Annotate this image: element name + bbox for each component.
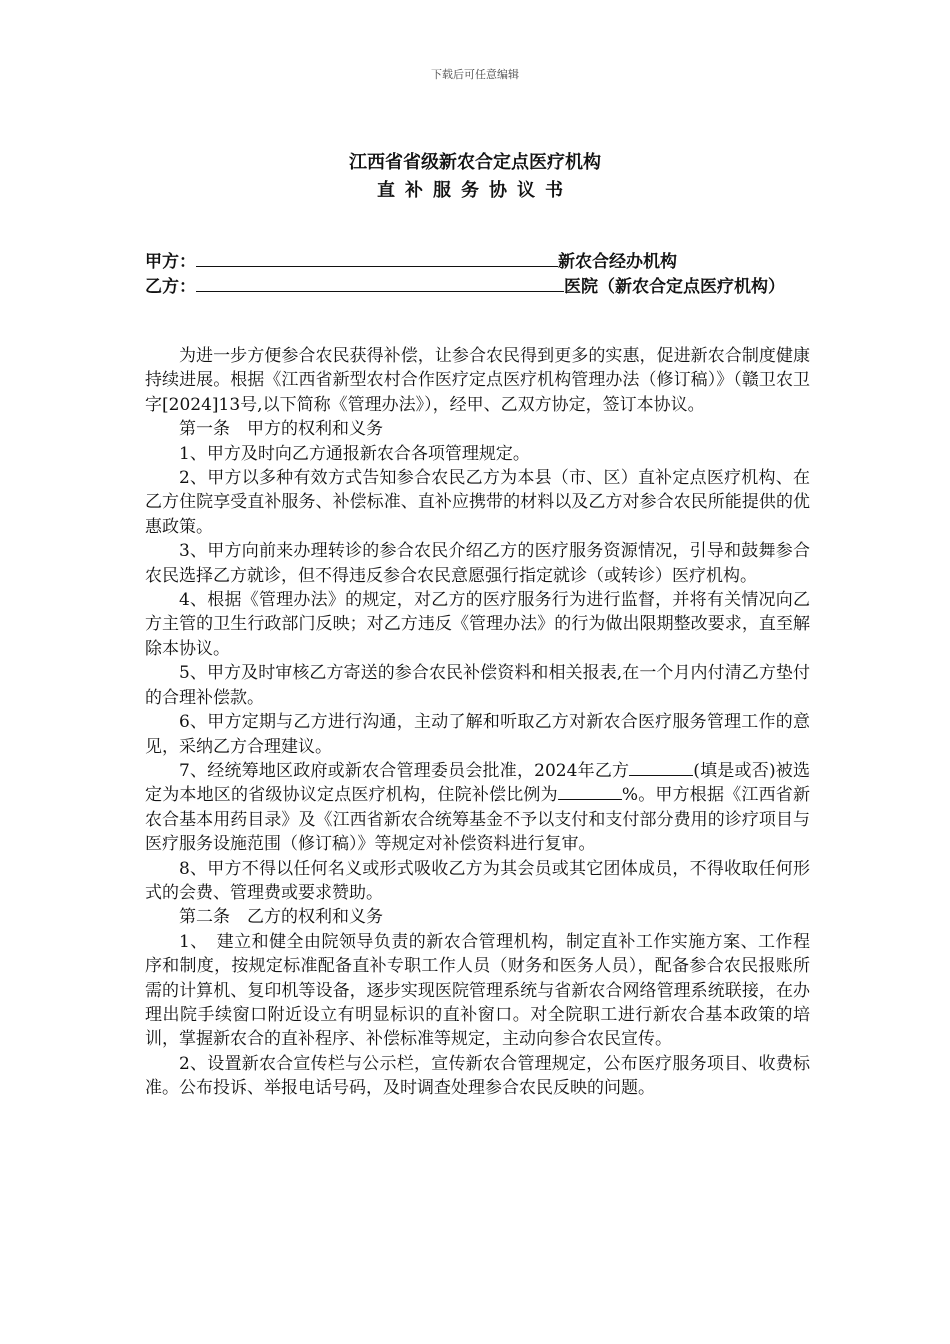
clause-b1: 1、 建立和健全由院领导负责的新农合管理机构，制定直补工作实施方案、工作程序和制度，按规定标准配备直补专职工作人员（财务和医务人员），配备参合农民报账所需的计算机、复印机等设备，逐步实现医院管理系统与省新农合网络管理系统联接，在办理出院手续窗口附近设立有明显标识的直补窗口。对全院职工进行新农合基本政策的培训，掌握新农合的直补程序、补偿标准等规定，主动向参合农民宣传。 [145,931,810,1050]
clause-a6: 6、甲方定期与乙方进行沟通，主动了解和听取乙方对新农合医疗服务管理工作的意见，采纳乙方合理建议。 [145,712,810,757]
clause-a2: 2、甲方以多种有效方式告知参合农民乙方为本县（市、区）直补定点医疗机构、在乙方住院享受直补服务、补偿标准、直补应携带的材料以及乙方对参合农民所能提供的优惠政策。 [145,468,810,537]
document-title: 江西省省级新农合定点医疗机构 [349,152,601,173]
clause-a7-part3: %。甲方根据《江西省新农合基本用药目录》及《江西省新农合统筹基金不予以支付和支付部分费用的诊疗项目与医疗服务设施范围（修订稿）》等规定对补偿资料进行复审。 [145,785,811,855]
party-a-blank [196,250,558,267]
clause-a7-part2: (填是或否)被选定为本地区的省级协议定点医疗机构，住院补偿比例为 [145,760,810,806]
intro-paragraph: 为进一步方便参合农民获得补偿，让参合农民得到更多的实惠，促进新农合制度健康持续进展。根据《江西省新型农村合作医疗定点医疗机构管理办法（修订稿）》（赣卫农卫字[2024]13号,以下简称《管理办法》），经甲、乙双方协定，签订本协议。 [145,346,810,415]
clause-a7 [145,759,810,857]
agreement-body [145,344,810,1101]
clause-a1: 1、甲方及时向乙方通报新农合各项管理规定。 [179,443,530,464]
selected-blank [629,761,693,776]
header-note: 下载后可任意编辑 [431,68,519,81]
ratio-blank [558,785,622,800]
party-b-suffix: 医院（新农合定点医疗机构） [564,277,785,297]
party-b-line [145,275,810,299]
document-subtitle: 直补服务协议书 [377,180,573,201]
article-2-heading: 第二条 乙方的权利和义务 [179,907,383,928]
clause-a4: 4、根据《管理办法》的规定，对乙方的医疗服务行为进行监督，并将有关情况向乙方主管的卫生行政部门反映；对乙方违反《管理办法》的行为做出限期整改要求，直至解除本协议。 [145,590,810,659]
clause-a5: 5、甲方及时审核乙方寄送的参合农民补偿资料和相关报表,在一个月内付清乙方垫付的合理补偿款。 [145,663,810,708]
clause-a3: 3、甲方向前来办理转诊的参合农民介绍乙方的医疗服务资源情况，引导和鼓舞参合农民选择乙方就诊，但不得违反参合农民意愿强行指定就诊（或转诊）医疗机构。 [145,541,810,586]
party-b-blank [196,275,564,292]
article-1-heading: 第一条 甲方的权利和义务 [179,419,383,440]
party-a-label: 甲方： [145,252,196,272]
clause-b2: 2、设置新农合宣传栏与公示栏，宣传新农合管理规定，公布医疗服务项目、收费标准。公布投诉、举报电话号码，及时调查处理参合农民反映的问题。 [145,1053,810,1099]
clause-a7-part1: 7、经统筹地区政府或新农合管理委员会批准，2024年乙方 [179,760,630,781]
party-b-label: 乙方： [145,277,196,297]
party-a-line [145,250,810,274]
party-a-suffix: 新农合经办机构 [558,252,677,272]
clause-a8: 8、甲方不得以任何名义或形式吸收乙方为其会员或其它团体成员，不得收取任何形式的会费、管理费或要求赞助。 [145,858,810,903]
